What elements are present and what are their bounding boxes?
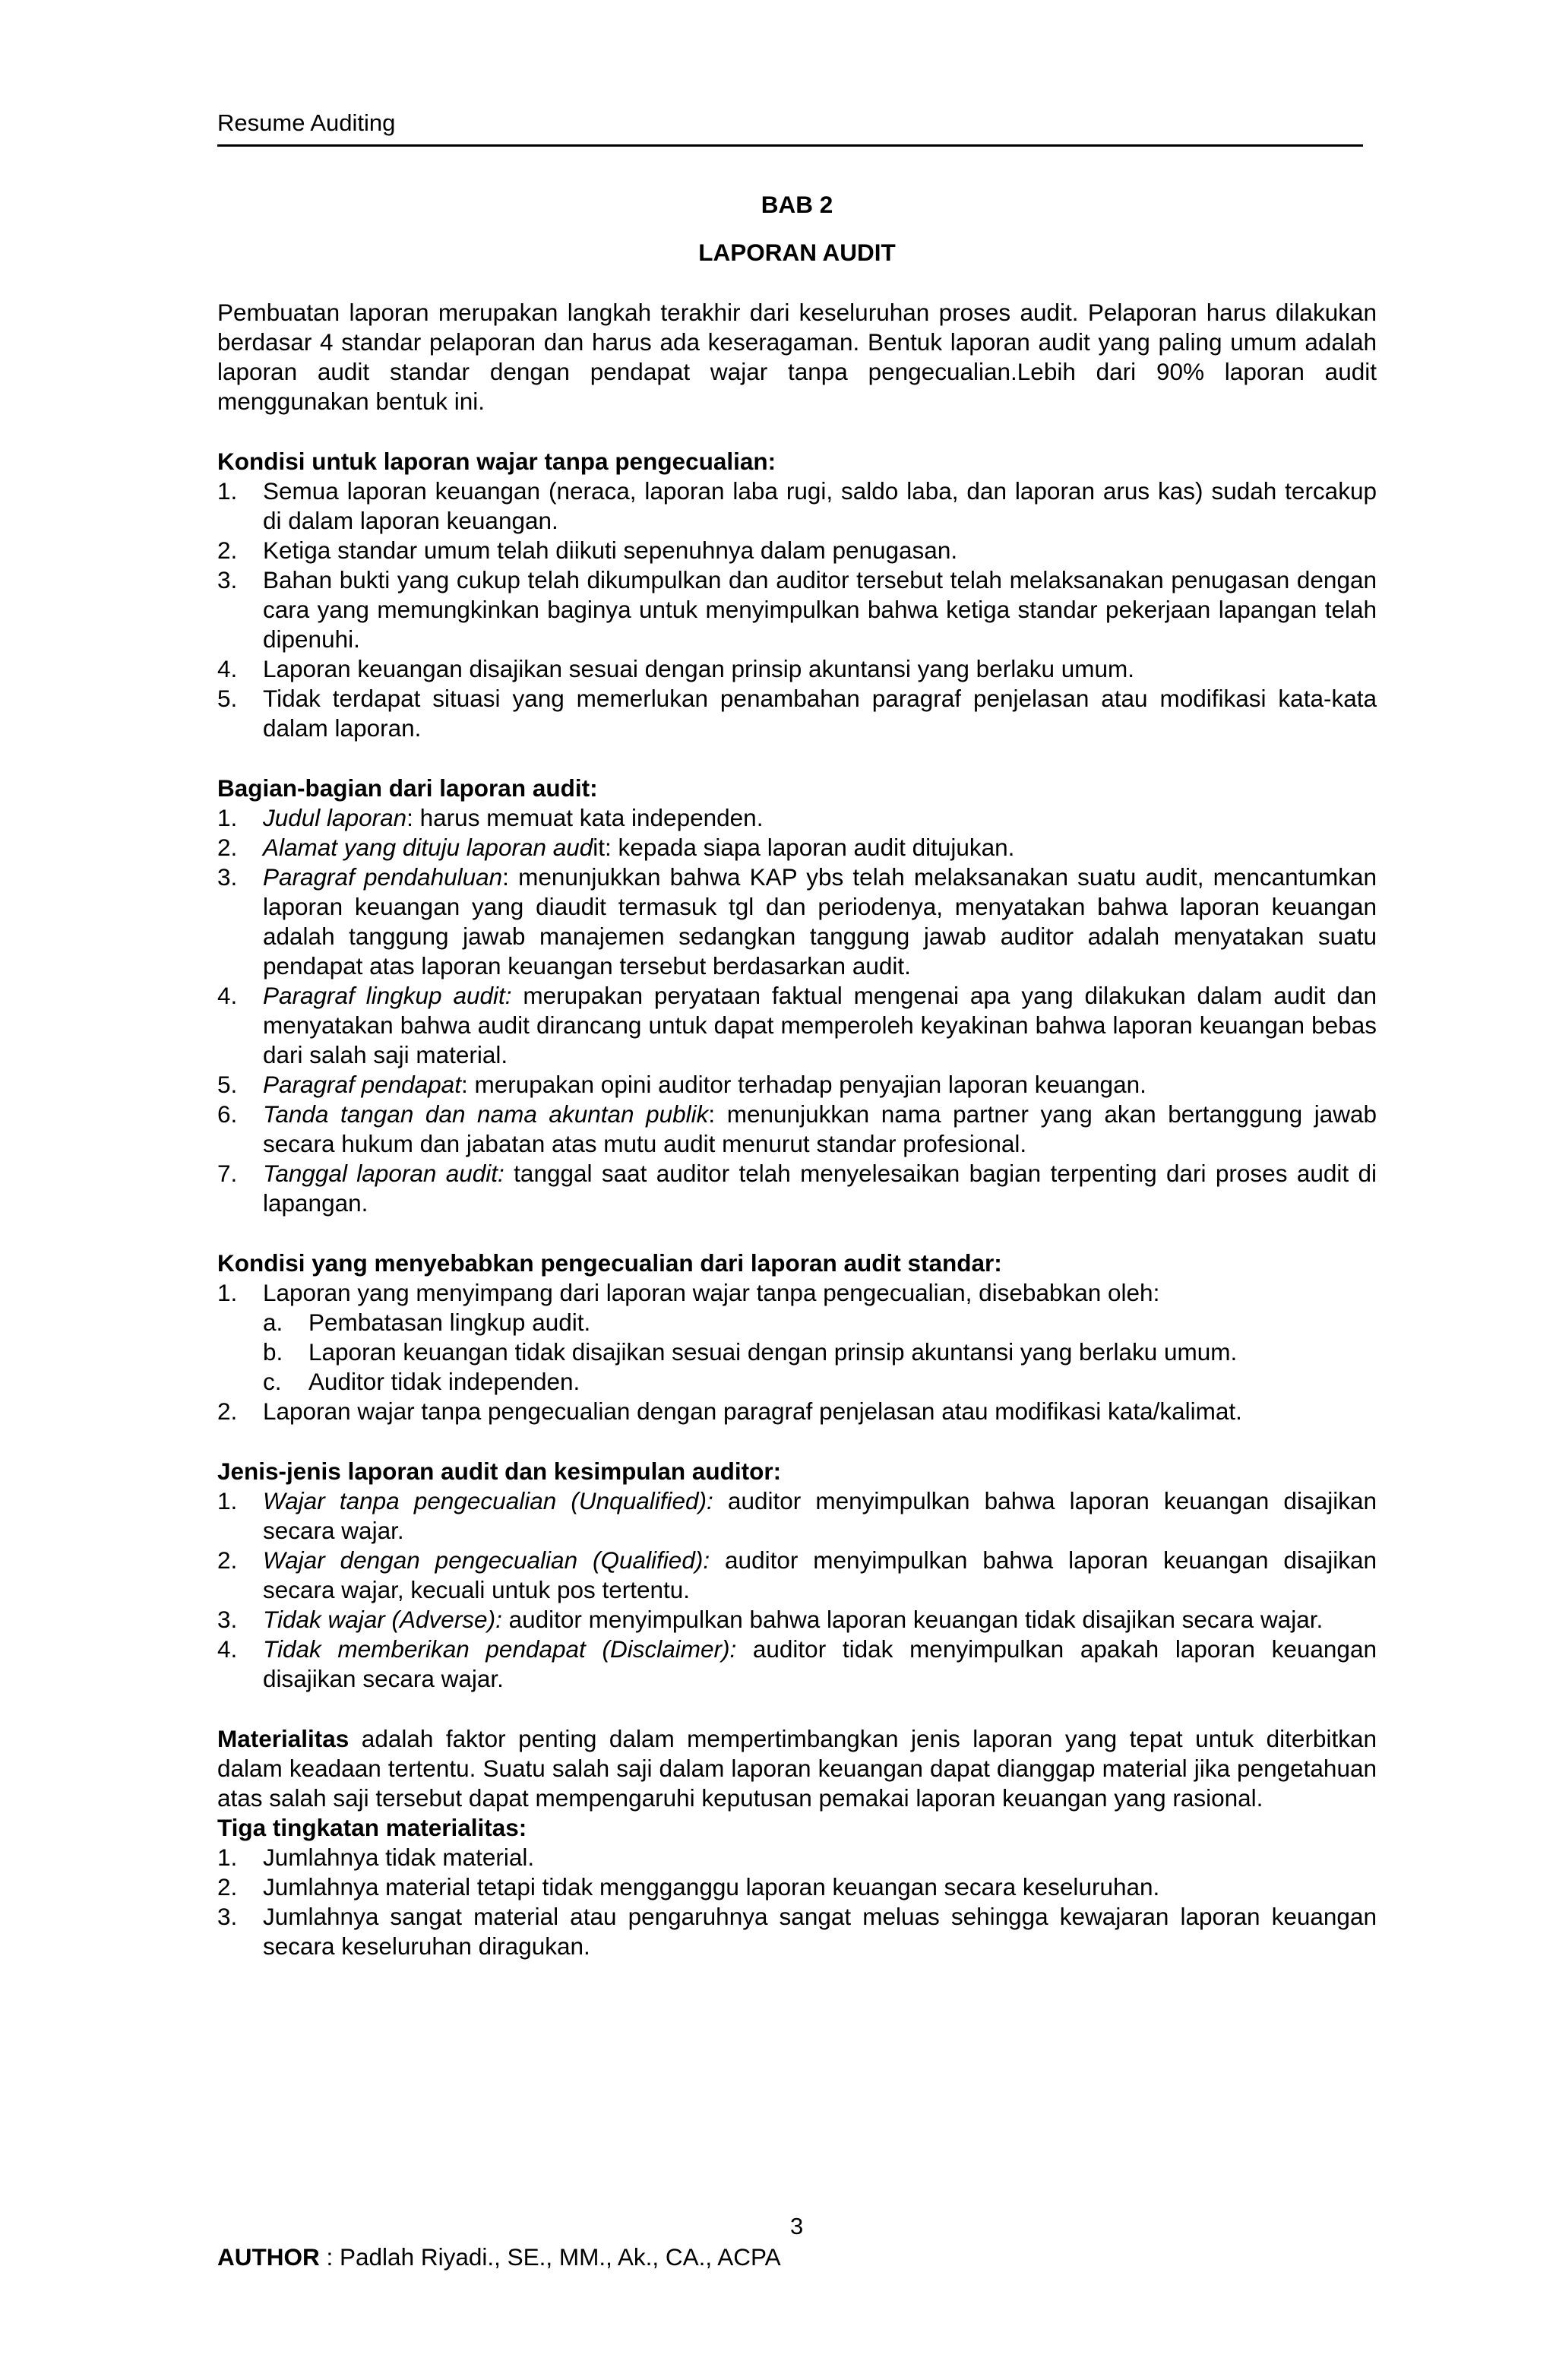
list-text: : harus memuat kata independen. [406, 804, 764, 831]
report-parts-list [217, 803, 1377, 1218]
list-number: 4. [217, 1635, 238, 1663]
list-number: 3. [217, 1903, 238, 1930]
materiality-text: adalah faktor penting dalam mempertimbangkan jenis laporan yang tepat untuk diterbitkan dalam keadaan tertentu. Suatu salah saji dalam laporan keuangan dapat dianggap material jika pengetahuan atas salah saji tersebut dapat mempengaruhi keputusan pemakai laporan keuangan yang rasional. [217, 1725, 1377, 1812]
list-text: Semua laporan keuangan (neraca, laporan laba rugi, saldo laba, dan laporan arus kas) sudah tercakup di dalam laporan keuangan. [263, 477, 1377, 534]
list-term: Alamat yang dituju laporan aud [263, 834, 593, 861]
list-term: Tanda tangan dan nama akuntan publik [263, 1100, 709, 1128]
list-item [217, 981, 1377, 1070]
list-text: Laporan yang menyimpang dari laporan wajar tanpa pengecualian, disebabkan oleh: [263, 1279, 1160, 1306]
author-name: : Padlah Riyadi., SE., MM., Ak., CA., ACPA [319, 2243, 781, 2271]
page-header [217, 106, 1363, 147]
list-text: Jumlahnya sangat material atau pengaruhnya sangat meluas sehingga kewajaran laporan keuangan secara keseluruhan diragukan. [263, 1903, 1377, 1960]
list-item [217, 1872, 1377, 1902]
document-body [217, 190, 1377, 1961]
intro-paragraph: Pembuatan laporan merupakan langkah terakhir dari keseluruhan proses audit. Pelaporan harus dilakukan berdasar 4 standar pelaporan dan harus ada keseragaman. Bentuk laporan audit yang paling umum adalah laporan audit standar dengan pendapat wajar tanpa pengecualian.Lebih dari 90% laporan audit menggunakan bentuk ini. [217, 299, 1377, 415]
list-item [217, 1070, 1377, 1100]
author-label: AUTHOR [217, 2243, 320, 2271]
list-text: tanggal saat auditor telah menyelesaikan bagian terpenting dari proses audit di lapangan. [263, 1160, 1377, 1217]
list-item [217, 1397, 1377, 1426]
list-number: 3. [217, 566, 238, 593]
list-number: 1. [217, 477, 238, 505]
list-item [217, 565, 1377, 654]
list-item [217, 684, 1377, 743]
list-number: 3. [217, 863, 238, 891]
list-item [217, 833, 1377, 862]
section-heading: Tiga tingkatan materialitas: [217, 1814, 527, 1841]
list-term: Paragraf pendapat [263, 1071, 461, 1098]
section-heading: Bagian-bagian dari laporan audit: [217, 774, 598, 802]
list-number: 4. [217, 982, 238, 1009]
list-text: auditor menyimpulkan bahwa laporan keuangan disajikan secara wajar, kecuali untuk pos tertentu. [263, 1546, 1377, 1603]
list-item [217, 1605, 1377, 1635]
list-number: 3. [217, 1606, 238, 1633]
list-term: Paragraf lingkup audit: [263, 982, 512, 1009]
sub-list [263, 1308, 1377, 1397]
list-text: Ketiga standar umum telah diikuti sepenuhnya dalam penugasan. [263, 536, 958, 564]
list-item [217, 1546, 1377, 1605]
list-text: Auditor tidak independen. [308, 1368, 580, 1395]
chapter-title: LAPORAN AUDIT [698, 239, 896, 266]
list-number: 2. [217, 834, 238, 861]
header-title: Resume Auditing [217, 109, 396, 136]
list-item [217, 536, 1377, 565]
list-item [217, 1902, 1377, 1961]
list-item [217, 1159, 1377, 1218]
list-text: Laporan keuangan disajikan sesuai dengan prinsip akuntansi yang berlaku umum. [263, 655, 1135, 682]
materiality-term: Materialitas [217, 1725, 349, 1752]
list-term: Tidak memberikan pendapat (Disclaimer): [263, 1635, 737, 1663]
author-line [217, 2243, 781, 2271]
list-letter: a. [263, 1309, 283, 1336]
qualification-conditions-list [217, 1278, 1377, 1426]
list-text: auditor menyimpulkan bahwa laporan keuangan disajikan secara wajar. [263, 1487, 1377, 1544]
list-term: Judul laporan [263, 804, 407, 831]
list-text: : menunjukkan bahwa KAP ybs telah melaksanakan suatu audit, mencantumkan laporan keuangan yang diaudit termasuk tgl dan periodenya, menyatakan bahwa laporan keuangan adalah tanggung jawab manajemen sedangkan tanggung jawab auditor adalah menyatakan suatu pendapat atas laporan keuangan tersebut berdasarkan audit. [263, 863, 1377, 980]
conditions-list [217, 476, 1377, 743]
list-number: 5. [217, 685, 238, 712]
list-item [217, 1100, 1377, 1159]
list-number: 2. [217, 1546, 238, 1574]
section-heading: Jenis-jenis laporan audit dan kesimpulan auditor: [217, 1457, 782, 1485]
list-item [217, 1278, 1377, 1397]
list-item [217, 476, 1377, 536]
list-item [217, 862, 1377, 981]
sub-list-item [263, 1337, 1377, 1367]
sub-list-item [263, 1367, 1377, 1397]
list-text: Laporan wajar tanpa pengecualian dengan paragraf penjelasan atau modifikasi kata/kalimat. [263, 1397, 1242, 1425]
list-text: it: kepada siapa laporan audit ditujukan. [593, 834, 1015, 861]
materiality-paragraph [217, 1724, 1377, 1813]
list-number: 1. [217, 804, 238, 831]
list-text: Pembatasan lingkup audit. [308, 1309, 591, 1336]
list-term: Wajar tanpa pengecualian (Unqualified): [263, 1487, 713, 1514]
section-heading: Kondisi yang menyebabkan pengecualian dari laporan audit standar: [217, 1249, 1002, 1277]
list-number: 1. [217, 1279, 238, 1306]
list-text: Jumlahnya material tetapi tidak mengganggu laporan keuangan secara keseluruhan. [263, 1873, 1160, 1901]
list-item [217, 1486, 1377, 1546]
list-number: 1. [217, 1487, 238, 1514]
list-number: 5. [217, 1071, 238, 1098]
list-number: 2. [217, 1873, 238, 1901]
list-text: : menunjukkan nama partner yang akan bertanggung jawab secara hukum dan jabatan atas mutu audit menurut standar profesional. [263, 1100, 1377, 1157]
list-item [217, 1843, 1377, 1872]
list-letter: c. [263, 1368, 282, 1395]
materiality-levels-list [217, 1843, 1377, 1961]
page-number: 3 [790, 2213, 804, 2239]
list-item [217, 1635, 1377, 1694]
list-term: Wajar dengan pengecualian (Qualified): [263, 1546, 710, 1574]
list-number: 2. [217, 1397, 238, 1425]
list-term: Tidak wajar (Adverse): [263, 1606, 502, 1633]
list-item [217, 654, 1377, 684]
report-types-list [217, 1486, 1377, 1694]
list-text: Tidak terdapat situasi yang memerlukan penambahan paragraf penjelasan atau modifikasi kata-kata dalam laporan. [263, 685, 1377, 742]
chapter-number: BAB 2 [761, 191, 833, 218]
list-letter: b. [263, 1338, 283, 1366]
sub-list-item [263, 1308, 1377, 1337]
list-item [217, 803, 1377, 833]
list-text: Laporan keuangan tidak disajikan sesuai dengan prinsip akuntansi yang berlaku umum. [308, 1338, 1238, 1366]
list-text: auditor menyimpulkan bahwa laporan keuangan tidak disajikan secara wajar. [501, 1606, 1324, 1633]
list-text: Bahan bukti yang cukup telah dikumpulkan dan auditor tersebut telah melaksanakan penugasan dengan cara yang memungkinkan baginya untuk menyimpulkan bahwa ketiga standar pekerjaan lapangan telah dipenuhi. [263, 566, 1377, 653]
list-text: Jumlahnya tidak material. [263, 1844, 535, 1871]
list-number: 1. [217, 1844, 238, 1871]
list-number: 6. [217, 1100, 238, 1128]
list-number: 4. [217, 655, 238, 682]
list-text: merupakan peryataan faktual mengenai apa yang dilakukan dalam audit dan menyatakan bahwa audit dirancang untuk dapat memperoleh keyakinan bahwa laporan keuangan bebas dari salah saji material. [263, 982, 1377, 1068]
list-number: 7. [217, 1160, 238, 1187]
list-number: 2. [217, 536, 238, 564]
section-heading: Kondisi untuk laporan wajar tanpa pengecualian: [217, 448, 776, 475]
list-term: Tanggal laporan audit: [263, 1160, 504, 1187]
list-term: Paragraf pendahuluan [263, 863, 503, 891]
list-text: : merupakan opini auditor terhadap penyajian laporan keuangan. [460, 1071, 1146, 1098]
list-text: auditor tidak menyimpulkan apakah laporan keuangan disajikan secara wajar. [263, 1635, 1377, 1692]
